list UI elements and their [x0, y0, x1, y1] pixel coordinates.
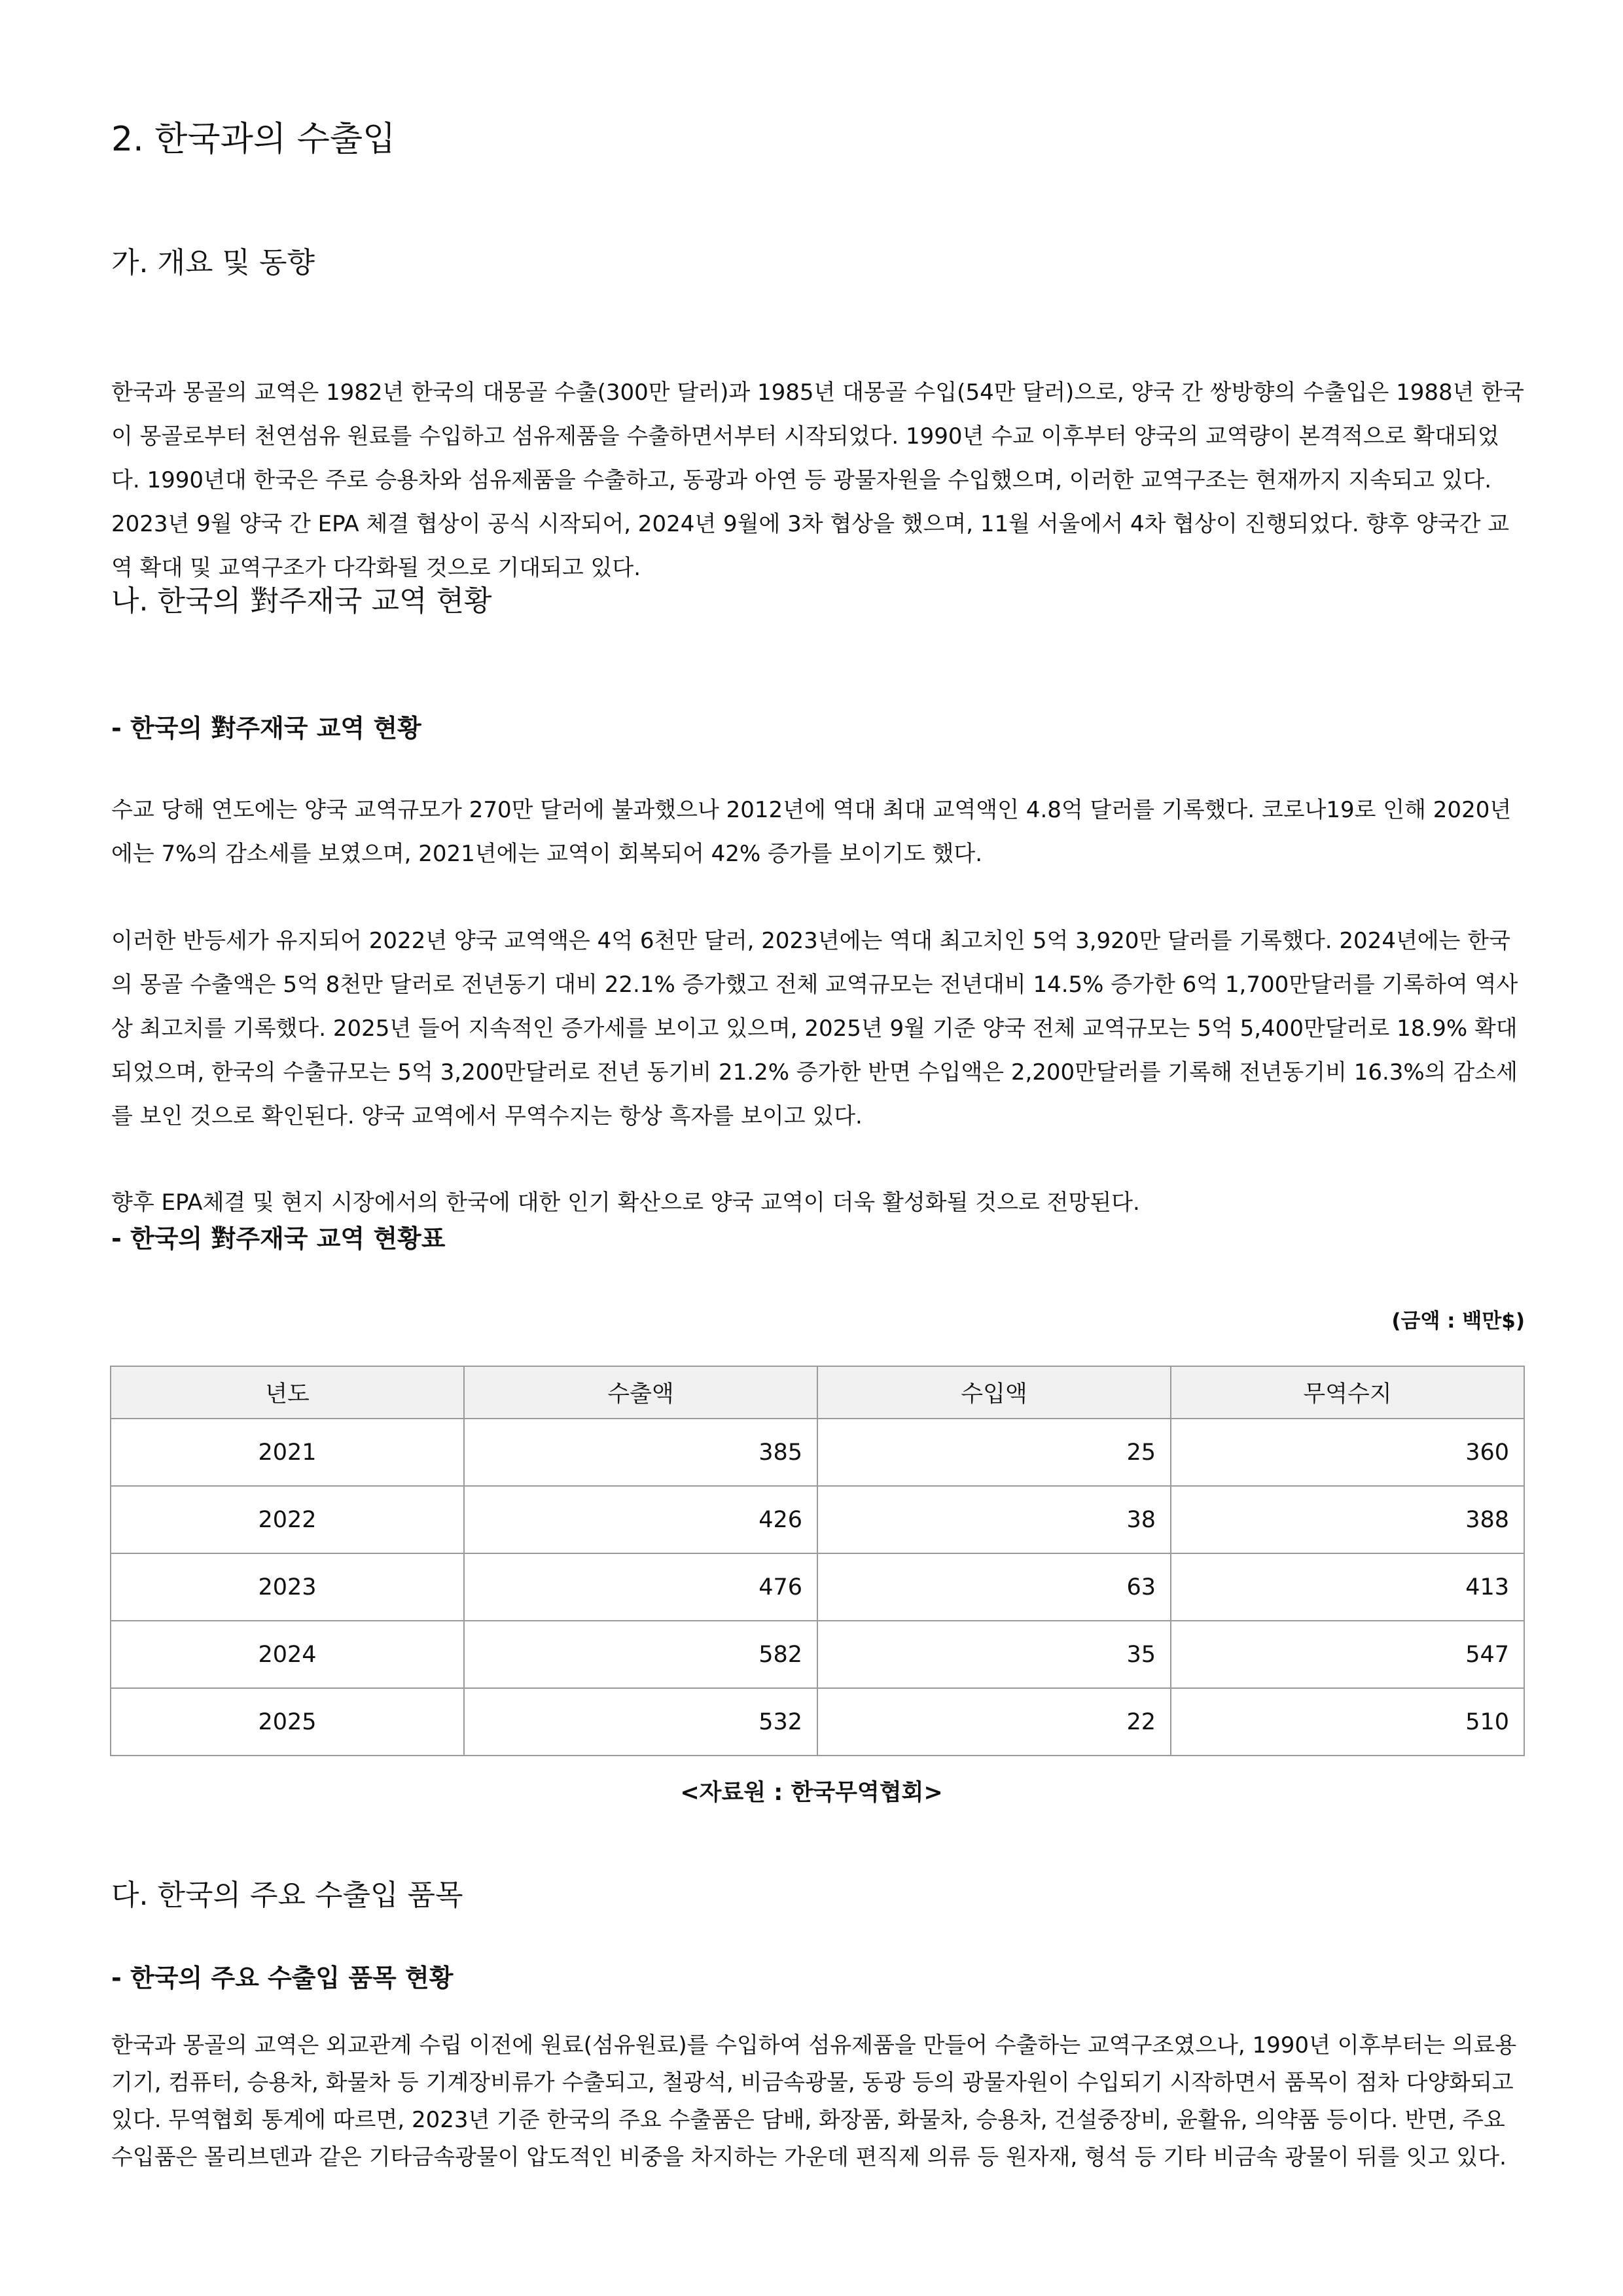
cell-year: 2023 [111, 1553, 464, 1621]
cell-balance: 388 [1171, 1486, 1524, 1553]
table-row [111, 1486, 1524, 1553]
cell-exports: 532 [464, 1688, 817, 1756]
table-header-row [111, 1366, 1524, 1419]
cell-imports: 22 [817, 1688, 1171, 1756]
trade-status-heading: 나. 한국의 對주재국 교역 현황 [111, 584, 492, 618]
cell-exports: 385 [464, 1419, 817, 1486]
cell-balance: 360 [1171, 1419, 1524, 1486]
cell-year: 2022 [111, 1486, 464, 1553]
trade-table [110, 1366, 1525, 1756]
column-header-imports: 수입액 [817, 1366, 1171, 1419]
trade-status-subheading: - 한국의 對주재국 교역 현황 [111, 714, 421, 743]
table-row [111, 1688, 1524, 1756]
column-header-exports: 수출액 [464, 1366, 817, 1419]
column-header-balance: 무역수지 [1171, 1366, 1524, 1419]
cell-exports: 582 [464, 1621, 817, 1688]
cell-imports: 35 [817, 1621, 1171, 1688]
column-header-year: 년도 [111, 1366, 464, 1419]
cell-balance: 547 [1171, 1621, 1524, 1688]
section-title: 2. 한국과의 수출입 [111, 120, 396, 159]
trade-status-text-3: 향후 EPA체결 및 현지 시장에서의 한국에 대한 인기 확산으로 양국 교역이 더욱 활성화될 것으로 전망된다. [111, 1190, 1140, 1216]
cell-year: 2025 [111, 1688, 464, 1756]
cell-imports: 63 [817, 1553, 1171, 1621]
overview-paragraph [111, 371, 1525, 590]
major-items-text: 한국과 몽골의 교역은 외교관계 수립 이전에 원료(섬유원료)를 수입하여 섬유제품을 만들어 수출하는 교역구조였으나, 1990년 이후부터는 의료용기기, 컴퓨터, 승용차, 화물차 등 기계장비류가 수출되고, 철광석, 비금속광물, 동광 등의 광물자원이 수입되기 시작하면서 품목이 점차 다양화되고 있다. 무역협회 통계에 따르면, 2023년 기준 한국의 주요 수출품은 담배, 화장품, 화물차, 승용차, 건설중장비, 윤활유, 의약품 등이다. 반면, 주요 수입품은 몰리브덴과 같은 기타금속광물이 압도적인 비중을 차지하는 가운데 편직제 의류 등 원자재, 형석 등 기타 비금속 광물이 뒤를 잇고 있다. [111, 2032, 1517, 2170]
major-items-heading: 다. 한국의 주요 수출입 품목 [111, 1879, 463, 1912]
amount-unit-label: (금액 : 백만$) [1391, 1309, 1525, 1333]
cell-balance: 413 [1171, 1553, 1524, 1621]
table-row [111, 1419, 1524, 1486]
overview-text: 한국과 몽골의 교역은 1982년 한국의 대몽골 수출(300만 달러)과 1985년 대몽골 수입(54만 달러)으로, 양국 간 쌍방향의 수출입은 1988년 한국이 몽골로부터 천연섬유 원료를 수입하고 섬유제품을 수출하면서부터 시작되었다. 1990년 수교 이후부터 양국의 교역량이 본격적으로 확대되었다. 1990년대 한국은 주로 승용차와 섬유제품을 수출하고, 동광과 아연 등 광물자원을 수입했으며, 이러한 교역구조는 현재까지 지속되고 있다. 2023년 9월 양국 간 EPA 체결 협상이 공식 시작되어, 2024년 9월에 3차 협상을 했으며, 11월 서울에서 4차 협상이 진행되었다. 향후 양국간 교역 확대 및 교역구조가 다각화될 것으로 기대되고 있다. [111, 380, 1525, 581]
cell-imports: 38 [817, 1486, 1171, 1553]
cell-year: 2024 [111, 1621, 464, 1688]
major-items-paragraph [111, 2027, 1525, 2176]
cell-exports: 476 [464, 1553, 817, 1621]
trade-table-subheading: - 한국의 對주재국 교역 현황표 [111, 1224, 446, 1253]
trade-status-paragraph-2 [111, 919, 1525, 1139]
table-row [111, 1553, 1524, 1621]
trade-status-text-2: 이러한 반등세가 유지되어 2022년 양국 교역액은 4억 6천만 달러, 2023년에는 역대 최고치인 5억 3,920만 달러를 기록했다. 2024년에는 한국의 몽골 수출액은 5억 8천만 달러로 전년동기 대비 22.1% 증가했고 전체 교역규모는 전년대비 14.5% 증가한 6억 1,700만달러를 기록하여 역사상 최고치를 기록했다. 2025년 들어 지속적인 증가세를 보이고 있으며, 2025년 9월 기준 양국 전체 교역규모는 5억 5,400만달러로 18.9% 확대되었으며, 한국의 수출규모는 5억 3,200만달러로 전년 동기비 21.2% 증가한 반면 수입액은 2,200만달러를 기록해 전년동기비 16.3%의 감소세를 보인 것으로 확인된다. 양국 교역에서 무역수지는 항상 흑자를 보이고 있다. [111, 928, 1518, 1129]
trade-status-paragraph-1 [111, 788, 1525, 876]
trade-status-text-1: 수교 당해 연도에는 양국 교역규모가 270만 달러에 불과했으나 2012년에 역대 최대 교역액인 4.8억 달러를 기록했다. 코로나19로 인해 2020년에는 7%의 감소세를 보였으며, 2021년에는 교역이 회복되어 42% 증가를 보이기도 했다. [111, 797, 1512, 867]
cell-year: 2021 [111, 1419, 464, 1486]
overview-heading: 가. 개요 및 동향 [111, 246, 315, 279]
cell-imports: 25 [817, 1419, 1171, 1486]
table-row [111, 1621, 1524, 1688]
cell-balance: 510 [1171, 1688, 1524, 1756]
major-items-subheading: - 한국의 주요 수출입 품목 현황 [111, 1964, 454, 1992]
table-source: <자료원 : 한국무역협회> [680, 1780, 943, 1806]
cell-exports: 426 [464, 1486, 817, 1553]
